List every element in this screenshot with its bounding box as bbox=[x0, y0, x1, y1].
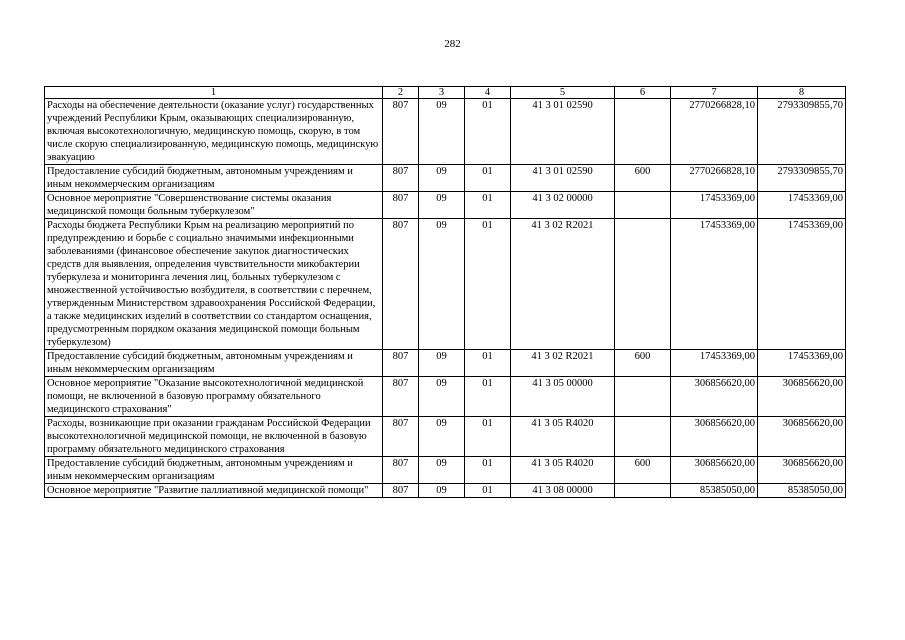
col-header: 7 bbox=[671, 87, 758, 99]
amount-col7: 2770266828,10 bbox=[671, 165, 758, 192]
col-header: 5 bbox=[511, 87, 615, 99]
col-header: 2 bbox=[383, 87, 419, 99]
amount-col8: 306856620,00 bbox=[758, 417, 846, 457]
amount-col8: 17453369,00 bbox=[758, 219, 846, 350]
expense-type-code: 600 bbox=[615, 350, 671, 377]
section-code: 09 bbox=[419, 417, 465, 457]
expense-name: Основное мероприятие "Оказание высокотехнологичной медицинской помощи, не включенной в базовую программу обязательного медицинского страхования" bbox=[45, 377, 383, 417]
subsection-code: 01 bbox=[465, 192, 511, 219]
section-code: 09 bbox=[419, 192, 465, 219]
table-row bbox=[45, 165, 846, 192]
table-row bbox=[45, 377, 846, 417]
amount-col7: 17453369,00 bbox=[671, 350, 758, 377]
subsection-code: 01 bbox=[465, 219, 511, 350]
target-article-code: 41 3 02 00000 bbox=[511, 192, 615, 219]
section-code: 09 bbox=[419, 350, 465, 377]
expense-type-code bbox=[615, 192, 671, 219]
subsection-code: 01 bbox=[465, 457, 511, 484]
subsection-code: 01 bbox=[465, 350, 511, 377]
expense-name: Предоставление субсидий бюджетным, автономным учреждениям и иным некоммерческим организациям bbox=[45, 165, 383, 192]
table-row bbox=[45, 417, 846, 457]
expense-type-code bbox=[615, 484, 671, 498]
ministry-code: 807 bbox=[383, 457, 419, 484]
expense-name: Основное мероприятие "Развитие паллиативной медицинской помощи" bbox=[45, 484, 383, 498]
amount-col7: 2770266828,10 bbox=[671, 99, 758, 165]
expense-name: Предоставление субсидий бюджетным, автономным учреждениям и иным некоммерческим организациям bbox=[45, 457, 383, 484]
budget-table bbox=[44, 86, 846, 498]
ministry-code: 807 bbox=[383, 350, 419, 377]
col-header: 1 bbox=[45, 87, 383, 99]
ministry-code: 807 bbox=[383, 99, 419, 165]
amount-col8: 2793309855,70 bbox=[758, 165, 846, 192]
expense-type-code: 600 bbox=[615, 165, 671, 192]
expense-type-code bbox=[615, 219, 671, 350]
amount-col8: 306856620,00 bbox=[758, 457, 846, 484]
target-article-code: 41 3 01 02590 bbox=[511, 165, 615, 192]
ministry-code: 807 bbox=[383, 484, 419, 498]
ministry-code: 807 bbox=[383, 192, 419, 219]
section-code: 09 bbox=[419, 457, 465, 484]
col-header: 4 bbox=[465, 87, 511, 99]
amount-col8: 17453369,00 bbox=[758, 350, 846, 377]
subsection-code: 01 bbox=[465, 99, 511, 165]
expense-name: Расходы, возникающие при оказании гражданам Российской Федерации высокотехнологичной медицинской помощи, не включенной в базовую программу обязательного медицинского страхования bbox=[45, 417, 383, 457]
target-article-code: 41 3 05 R4020 bbox=[511, 457, 615, 484]
target-article-code: 41 3 08 00000 bbox=[511, 484, 615, 498]
table-row bbox=[45, 484, 846, 498]
amount-col8: 85385050,00 bbox=[758, 484, 846, 498]
section-code: 09 bbox=[419, 99, 465, 165]
target-article-code: 41 3 05 00000 bbox=[511, 377, 615, 417]
header-row bbox=[45, 87, 846, 99]
expense-type-code bbox=[615, 417, 671, 457]
target-article-code: 41 3 01 02590 bbox=[511, 99, 615, 165]
table-row bbox=[45, 457, 846, 484]
expense-name: Основное мероприятие "Совершенствование системы оказания медицинской помощи больным туберкулезом" bbox=[45, 192, 383, 219]
ministry-code: 807 bbox=[383, 219, 419, 350]
expense-name: Расходы на обеспечение деятельности (оказание услуг) государственных учреждений Республики Крым, оказывающих специализированную, включая высокотехнологичную, медицинскую помощь, скорую, в том числе скорую специализированную, медицинскую помощь, медицинскую эвакуацию bbox=[45, 99, 383, 165]
ministry-code: 807 bbox=[383, 417, 419, 457]
amount-col7: 17453369,00 bbox=[671, 219, 758, 350]
section-code: 09 bbox=[419, 165, 465, 192]
subsection-code: 01 bbox=[465, 417, 511, 457]
page-number: 282 bbox=[444, 38, 461, 50]
table-row bbox=[45, 99, 846, 165]
section-code: 09 bbox=[419, 377, 465, 417]
table-row bbox=[45, 219, 846, 350]
target-article-code: 41 3 05 R4020 bbox=[511, 417, 615, 457]
ministry-code: 807 bbox=[383, 377, 419, 417]
amount-col7: 306856620,00 bbox=[671, 417, 758, 457]
expense-type-code bbox=[615, 99, 671, 165]
col-header: 3 bbox=[419, 87, 465, 99]
amount-col8: 2793309855,70 bbox=[758, 99, 846, 165]
amount-col7: 306856620,00 bbox=[671, 457, 758, 484]
section-code: 09 bbox=[419, 484, 465, 498]
expense-type-code bbox=[615, 377, 671, 417]
table-row bbox=[45, 350, 846, 377]
subsection-code: 01 bbox=[465, 484, 511, 498]
amount-col7: 85385050,00 bbox=[671, 484, 758, 498]
amount-col8: 17453369,00 bbox=[758, 192, 846, 219]
subsection-code: 01 bbox=[465, 165, 511, 192]
amount-col8: 306856620,00 bbox=[758, 377, 846, 417]
table-row bbox=[45, 192, 846, 219]
expense-type-code: 600 bbox=[615, 457, 671, 484]
target-article-code: 41 3 02 R2021 bbox=[511, 219, 615, 350]
expense-name: Расходы бюджета Республики Крым на реализацию мероприятий по предупреждению и борьбе с социально значимыми инфекционными заболеваниями (финансовое обеспечение закупок диагностических средств для выявления, определения чувствительности микобактерии туберкулеза и мониторинга лечения лиц, больных туберкулезом с множественной устойчивостью возбудителя, в соответствии с перечнем, утвержденным Министерством здравоохранения Российской Федерации, а также медицинских изделий в соответствии со стандартом оснащения, предусмотренным порядком оказания медицинской помощи больным туберкулезом) bbox=[45, 219, 383, 350]
expense-name: Предоставление субсидий бюджетным, автономным учреждениям и иным некоммерческим организациям bbox=[45, 350, 383, 377]
col-header: 8 bbox=[758, 87, 846, 99]
amount-col7: 306856620,00 bbox=[671, 377, 758, 417]
ministry-code: 807 bbox=[383, 165, 419, 192]
col-header: 6 bbox=[615, 87, 671, 99]
target-article-code: 41 3 02 R2021 bbox=[511, 350, 615, 377]
subsection-code: 01 bbox=[465, 377, 511, 417]
amount-col7: 17453369,00 bbox=[671, 192, 758, 219]
section-code: 09 bbox=[419, 219, 465, 350]
